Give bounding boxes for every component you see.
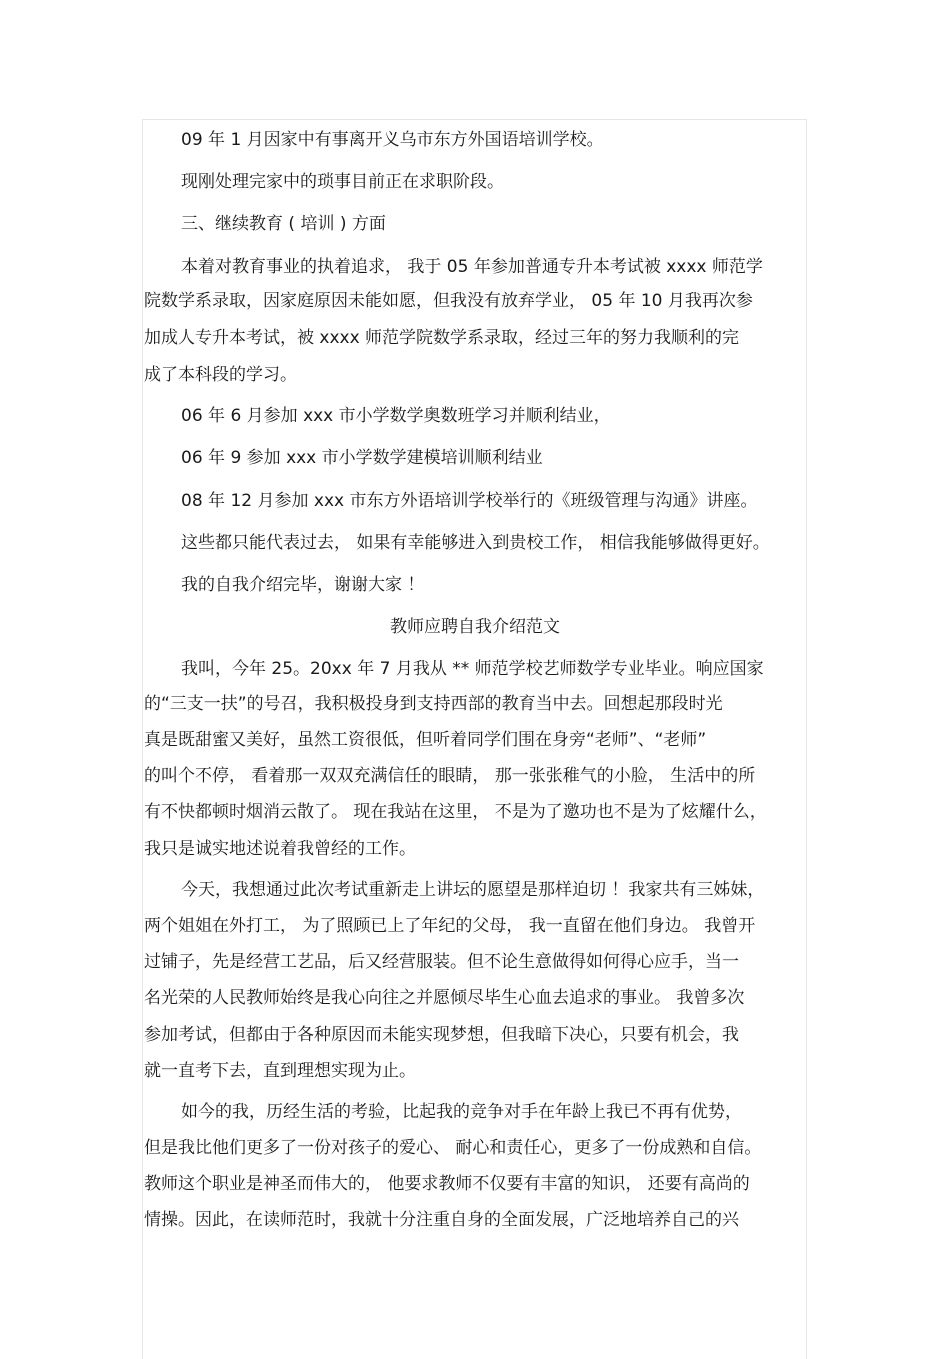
text-line: 加成人专升本考试，被 xxxx 师范学院数学系录取，经过三年的努力我顺利的完 <box>144 328 740 348</box>
text-line: 但是我比他们更多了一份对孩子的爱心、 耐心和责任心，更多了一份成熟和自信。 <box>144 1138 762 1158</box>
text-line: 过铺子，先是经营工艺品，后又经营服装。但不论生意做得如何得心应手，当一 <box>144 952 739 972</box>
text-line: 参加考试，但都由于各种原因而未能实现梦想，但我暗下决心，只要有机会，我 <box>144 1025 739 1045</box>
text-line: 09 年 1 月因家中有事离开义乌市东方外国语培训学校。 <box>181 130 604 150</box>
text-line: 我的自我介绍完毕，谢谢大家 ！ <box>181 575 425 595</box>
text-line: 我只是诚实地述说着我曾经的工作。 <box>144 839 416 859</box>
text-line: 教师这个职业是神圣而伟大的， 他要求教师不仅要有丰富的知识， 还要有高尚的 <box>144 1174 750 1194</box>
text-line: 院数学系录取，因家庭原因未能如愿，但我没有放弃学业， 05 年 10 月我再次参 <box>144 291 753 311</box>
text-line: 名光荣的人民教师始终是我心向往之并愿倾尽毕生心血去追求的事业。 我曾多次 <box>144 988 745 1008</box>
text-line: 我叫，今年 25。20xx 年 7 月我从 ** 师范学校艺师数学专业毕业。响应国家 <box>181 659 764 679</box>
text-line: 两个姐姐在外打工， 为了照顾已上了年纪的父母， 我一直留在他们身边。 我曾开 <box>144 916 756 936</box>
text-line: 的叫个不停， 看着那一双双充满信任的眼睛， 那一张张稚气的小脸， 生活中的所 <box>144 766 756 786</box>
text-line: 06 年 9 参加 xxx 市小学数学建模培训顺利结业 <box>181 448 543 468</box>
text-line: 情操。因此，在读师范时，我就十分注重自身的全面发展，广泛地培养自己的兴 <box>144 1210 739 1230</box>
text-line: 成了本科段的学习。 <box>144 365 297 385</box>
text-line: 这些都只能代表过去， 如果有幸能够进入到贵校工作， 相信我能够做得更好。 <box>181 533 770 553</box>
text-line: 06 年 6 月参加 xxx 市小学数学奥数班学习并顺利结业， <box>181 406 611 426</box>
section-heading: 三、继续教育 ( 培训 ) 方面 <box>181 214 386 234</box>
text-line: 的“三支一扶”的号召，我积极投身到支持西部的教育当中去。回想起那段时光 <box>144 694 723 714</box>
text-line: 有不快都顿时烟消云散了。 现在我站在这里， 不是为了邀功也不是为了炫耀什么， <box>144 802 767 822</box>
document-title: 教师应聘自我介绍范文 <box>390 617 560 637</box>
text-line: 今天，我想通过此次考试重新走上讲坛的愿望是那样迫切 ！我家共有三姊妹， <box>181 880 765 900</box>
text-line: 如今的我，历经生活的考验，比起我的竞争对手在年龄上我已不再有优势， <box>181 1102 742 1122</box>
text-line: 本着对教育事业的执着追求， 我于 05 年参加普通专升本考试被 xxxx 师范学 <box>181 257 763 277</box>
text-line: 现刚处理完家中的琐事目前正在求职阶段。 <box>181 172 504 192</box>
text-line: 真是既甜蜜又美好，虽然工资很低，但听着同学们围在身旁“老师”、“老师” <box>144 730 707 750</box>
text-line: 就一直考下去，直到理想实现为止。 <box>144 1061 416 1081</box>
text-line: 08 年 12 月参加 xxx 市东方外语培训学校举行的《班级管理与沟通》讲座。 <box>181 491 758 511</box>
